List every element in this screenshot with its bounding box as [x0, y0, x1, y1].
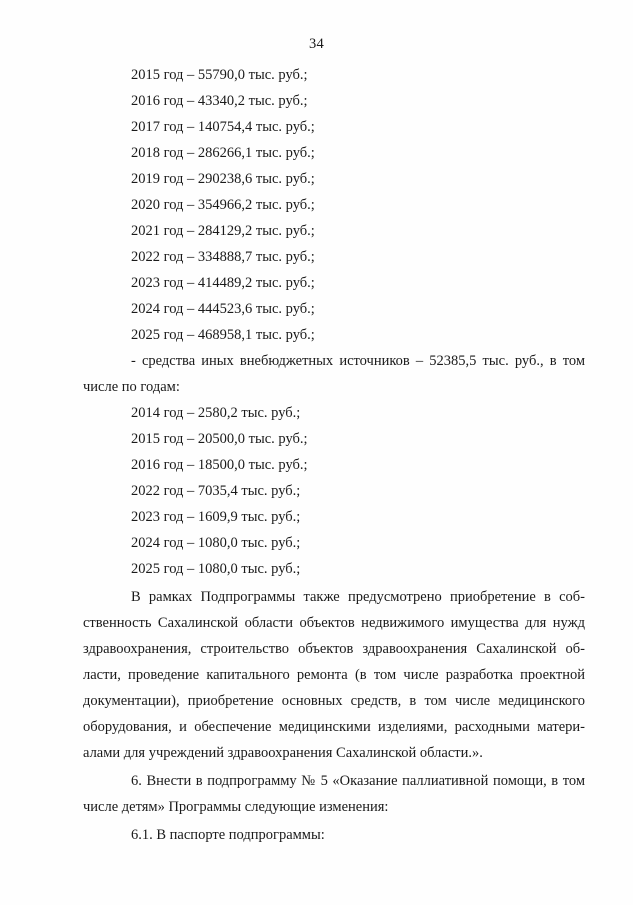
paragraph-line-1: В рамках Подпрограммы также предусмотрено приобретение в соб- [131, 589, 585, 605]
extrabudget-intro-line1: - средства иных внебюджетных источников – 52385,5 тыс. руб., в том [131, 353, 585, 369]
extrabudget-line-2022: 2022 год – 7035,4 тыс. руб.; [131, 483, 301, 499]
budget-line-2017: 2017 год – 140754,4 тыс. руб.; [131, 119, 315, 135]
paragraph-line-4: ласти, проведение капитального ремонта (в том числе разработка проектной [83, 667, 585, 683]
extrabudget-line-2025: 2025 год – 1080,0 тыс. руб.; [131, 561, 301, 577]
paragraph-line-5: документации), приобретение основных средств, в том числе медицинского [83, 693, 585, 709]
item-6-line1: 6. Внести в подпрограмму № 5 «Оказание паллиативной помощи, в том [131, 773, 585, 789]
extrabudget-line-2015: 2015 год – 20500,0 тыс. руб.; [131, 431, 308, 447]
paragraph-line-6: оборудования, и обеспечение медицинскими изделиями, расходными матери- [83, 719, 585, 735]
extrabudget-line-2016: 2016 год – 18500,0 тыс. руб.; [131, 457, 308, 473]
budget-line-2018: 2018 год – 286266,1 тыс. руб.; [131, 145, 315, 161]
extrabudget-line-2014: 2014 год – 2580,2 тыс. руб.; [131, 405, 301, 421]
budget-line-2023: 2023 год – 414489,2 тыс. руб.; [131, 275, 315, 291]
budget-line-2016: 2016 год – 43340,2 тыс. руб.; [131, 93, 308, 109]
budget-line-2022: 2022 год – 334888,7 тыс. руб.; [131, 249, 315, 265]
page-number: 34 [309, 36, 324, 52]
extrabudget-line-2024: 2024 год – 1080,0 тыс. руб.; [131, 535, 301, 551]
paragraph-line-3: здравоохранения, строительство объектов здравоохранения Сахалинской об- [83, 641, 585, 657]
budget-line-2015: 2015 год – 55790,0 тыс. руб.; [131, 67, 308, 83]
budget-line-2025: 2025 год – 468958,1 тыс. руб.; [131, 327, 315, 343]
item-6-line2: числе детям» Программы следующие изменения: [83, 799, 389, 815]
paragraph-line-7: алами для учреждений здравоохранения Сахалинской области.». [83, 745, 483, 761]
budget-line-2021: 2021 год – 284129,2 тыс. руб.; [131, 223, 315, 239]
extrabudget-line-2023: 2023 год – 1609,9 тыс. руб.; [131, 509, 301, 525]
budget-line-2024: 2024 год – 444523,6 тыс. руб.; [131, 301, 315, 317]
budget-line-2019: 2019 год – 290238,6 тыс. руб.; [131, 171, 315, 187]
item-6-1: 6.1. В паспорте подпрограммы: [131, 827, 325, 843]
paragraph-line-2: ственность Сахалинской области объектов недвижимого имущества для нужд [83, 615, 585, 631]
extrabudget-intro-line2: числе по годам: [83, 379, 180, 395]
budget-line-2020: 2020 год – 354966,2 тыс. руб.; [131, 197, 315, 213]
